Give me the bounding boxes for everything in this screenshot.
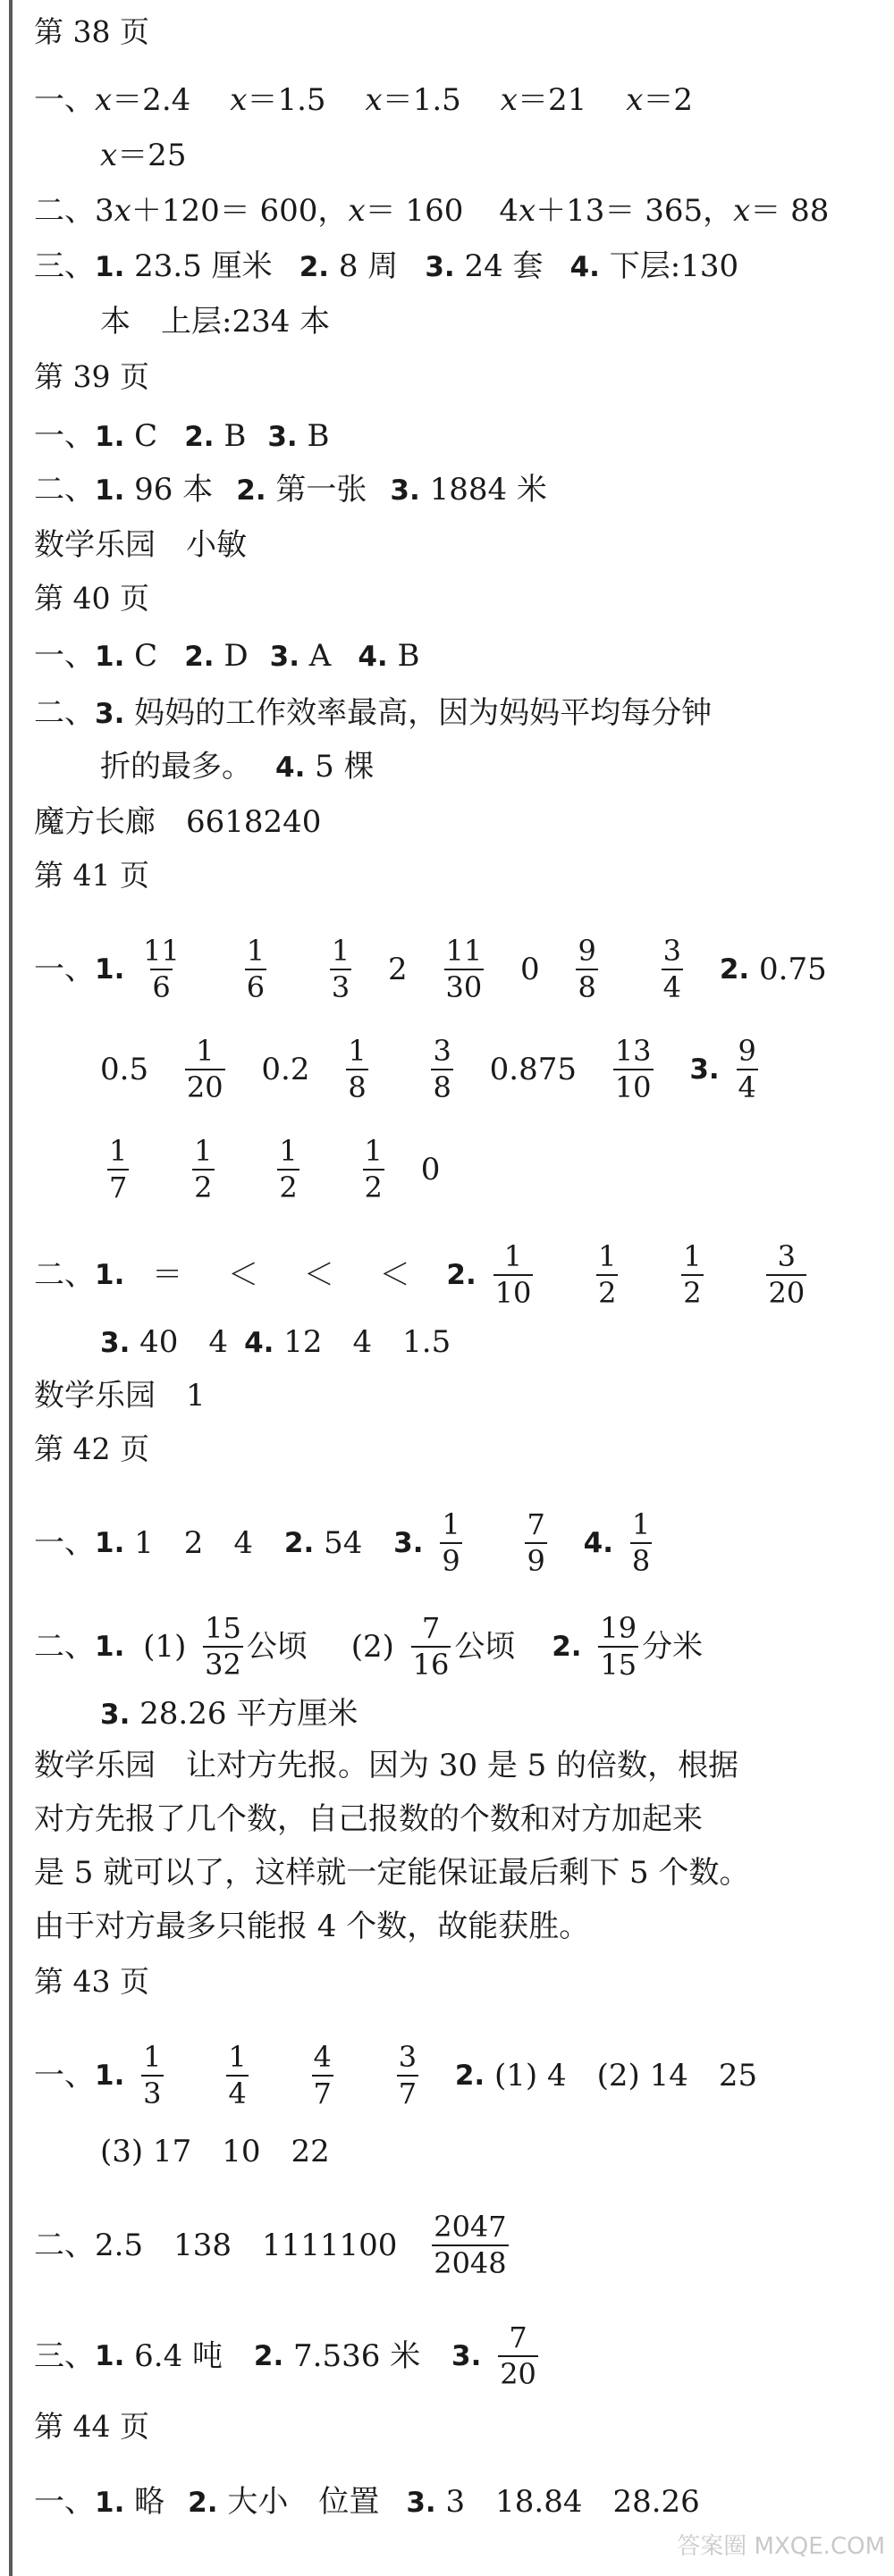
fraction: $\frac{3}{7}$ [398,2040,417,2110]
fraction: $\frac{11}{6}$ [143,934,180,1004]
p43-section-1: 一、1. $\frac{1}{3}$ $\frac{1}{4}$ $\frac{4}{7}$ $\frac{3}{7}$ 2. (1) 4 (2) 14 25 [34,2040,758,2110]
fraction: $\frac{1}{10}$ [494,1239,532,1310]
p38-section-1: 一、x＝2.4 x＝1.5 x＝1.5 x＝21 x＝2 [34,82,694,118]
page-heading-44: 第 44 页 [34,2409,149,2444]
page-heading-42: 第 42 页 [34,1431,149,1466]
p42-section-2-cont: 3. 28.26 平方厘米 [100,1696,358,1732]
page-heading-39: 第 39 页 [34,359,149,394]
p44-section-1: 一、1. 略 2. 大小 位置 3. 3 18.84 28.26 [34,2484,700,2520]
p43-section-1-cont: (3) 17 10 22 [100,2134,330,2169]
p41-section-2-cont: 3. 40 4 4. 12 4 1.5 [100,1324,451,1360]
p38-section-1-cont: x＝25 [100,138,187,173]
fraction: $\frac{1}{6}$ [246,934,266,1004]
p39-section-1: 一、1. C 2. B 3. B [34,418,330,454]
fraction: $\frac{1}{3}$ [143,2040,162,2110]
p38-section-2: 二、3x＋120＝ 600，x＝ 160 4x＋13＝ 365，x＝ 88 [34,193,830,229]
p41-section-1-row2: 0.5 $\frac{1}{20}$ 0.2 $\frac{1}{8}$ $\frac{3}{8}$ 0.875 $\frac{13}{10}$ 3. $\frac{9}{4}$ [100,1034,756,1104]
p41-section-1-row3: $\frac{1}{7}$ $\frac{1}{2}$ $\frac{1}{2}$ $\frac{1}{2}$ 0 [109,1134,441,1204]
p43-section-3: 三、1. 6.4 吨 2. 7.536 米 3. $\frac{7}{20}$ [34,2320,536,2391]
fraction: $\frac{1}{4}$ [228,2040,247,2110]
p41-extra: 数学乐园 1 [34,1378,206,1414]
fraction: $\frac{9}{4}$ [738,1034,756,1104]
fraction: $\frac{11}{30}$ [445,934,483,1004]
fraction: $\frac{15}{32}$ [205,1611,241,1682]
p39-extra: 数学乐园 小敏 [34,527,247,563]
fraction: $\frac{4}{7}$ [313,2040,332,2110]
p38-section-3-cont: 本 上层:234 本 [100,304,331,340]
fraction: $\frac{7}{20}$ [500,2320,536,2391]
fraction: $\frac{7}{9}$ [527,1507,545,1578]
p40-extra: 魔方长廊 6618240 [34,804,322,840]
page-heading-43: 第 43 页 [34,1964,149,1999]
fraction: $\frac{1}{20}$ [186,1034,224,1104]
fraction: $\frac{3}{8}$ [433,1034,451,1104]
p42-section-1: 一、1. 1 2 4 2. 54 3. $\frac{1}{9}$ $\frac{7}{9}$ 4. $\frac{1}{8}$ [34,1507,651,1578]
p40-section-2-cont: 折的最多。 4. 5 棵 [100,749,375,785]
page-heading-40: 第 40 页 [34,581,149,616]
p40-section-2: 二、3. 妈妈的工作效率最高，因为妈妈平均每分钟 [34,695,713,731]
fraction: $\frac{3}{20}$ [768,1239,805,1310]
p42-para-line-4: 由于对方最多只能报 4 个数，故能获胜。 [34,1909,590,1944]
p40-section-1: 一、1. C 2. D 3. A 4. B [34,638,420,674]
p39-section-2: 二、1. 96 本 2. 第一张 3. 1884 米 [34,472,547,508]
left-margin-rule [9,0,13,2576]
fraction: $\frac{19}{15}$ [600,1611,637,1682]
fraction: $\frac{1}{8}$ [348,1034,367,1104]
fraction: $\frac{1}{2}$ [364,1134,383,1204]
fraction: $\frac{1}{2}$ [279,1134,298,1204]
fraction: $\frac{1}{2}$ [598,1239,617,1310]
fraction: $\frac{13}{10}$ [614,1034,652,1104]
p41-section-1: 一、1. $\frac{11}{6}$ $\frac{1}{6}$ $\frac{1}{3}$ 2 $\frac{11}{30}$ 0 $\frac{9}{8}$ $\frac{3}{4}$ 2. 0.75 [34,934,827,1004]
fraction: $\frac{1}{2}$ [194,1134,213,1204]
fraction: $\frac{1}{2}$ [683,1239,702,1310]
p38-section-3: 三、1. 23.5 厘米 2. 8 周 3. 24 套 4. 下层:130 [34,248,739,284]
section-mark: 一、 [34,82,95,118]
fraction: $\frac{1}{9}$ [442,1507,460,1578]
p41-section-2: 二、1. ＝ ＜ ＜ ＜ 2. $\frac{1}{10}$ $\frac{1}{2}$ $\frac{1}{2}$ $\frac{3}{20}$ [34,1239,805,1310]
fraction: $\frac{7}{16}$ [412,1611,450,1682]
fraction: $\frac{1}{8}$ [631,1507,651,1578]
p42-para-line-1: 数学乐园 让对方先报。因为 30 是 5 的倍数，根据 [34,1748,739,1783]
p42-para-line-2: 对方先报了几个数，自己报数的个数和对方加起来 [34,1801,703,1837]
watermark-logo: 答案圈 MXQE.COM [677,2533,885,2560]
fraction: $\frac{3}{4}$ [662,934,682,1004]
p42-para-line-3: 是 5 就可以了，这样就一定能保证最后剩下 5 个数。 [34,1855,750,1891]
p42-section-2: 二、1. (1) $\frac{15}{32}$ 公顷 (2) $\frac{7}{16}$ 公顷 2. $\frac{19}{15}$ 分米 [34,1611,704,1682]
fraction: $\frac{1}{7}$ [109,1134,128,1204]
fraction: $\frac{2047}{2048}$ [434,2210,507,2280]
page-heading-41: 第 41 页 [34,858,149,893]
fraction: $\frac{1}{3}$ [331,934,350,1004]
p43-section-2: 二、2.5 138 1111100 $\frac{2047}{2048}$ [34,2210,507,2280]
fraction: $\frac{9}{8}$ [578,934,596,1004]
page-heading-38: 第 38 页 [34,14,149,49]
